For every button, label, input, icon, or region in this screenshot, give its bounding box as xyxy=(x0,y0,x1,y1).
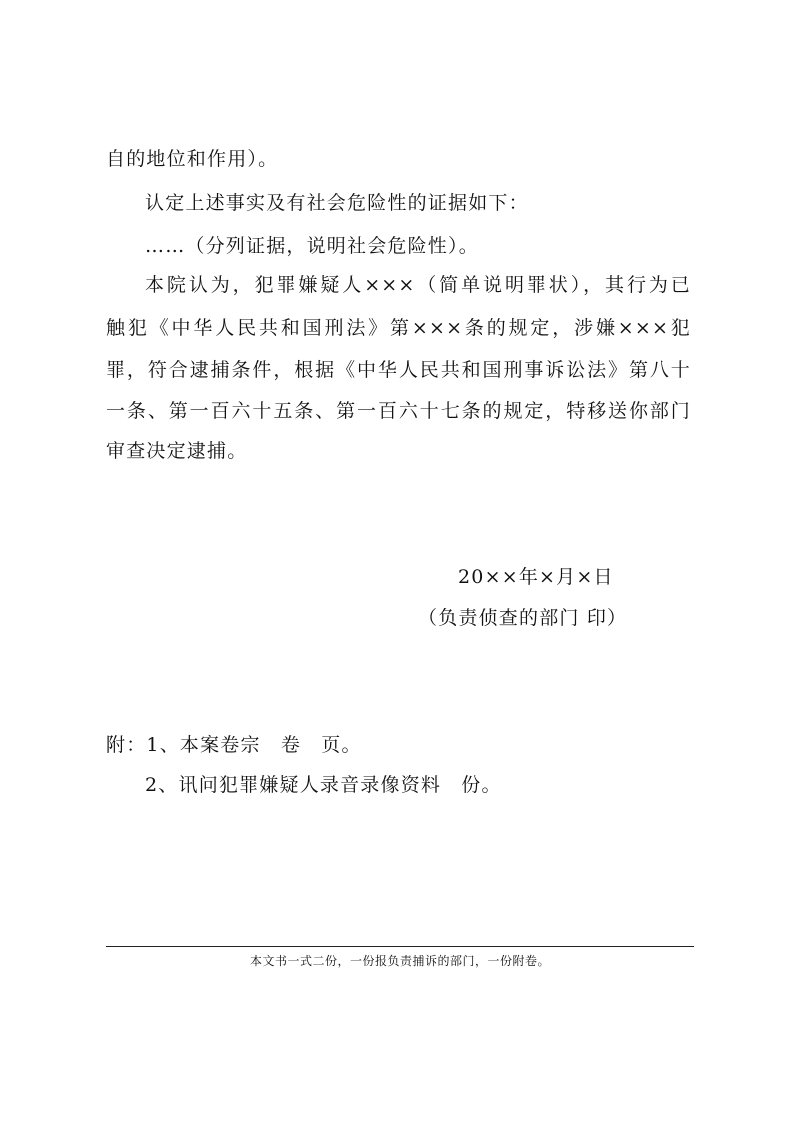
body-line-2: 认定上述事实及有社会危险性的证据如下： xyxy=(145,192,529,214)
body-line-4: 本院认为，犯罪嫌疑人×××（简单说明罪状），其行为已 xyxy=(145,274,691,296)
body-line-6: 罪，符合逮捕条件，根据《中华人民共和国刑事诉讼法》第八十 xyxy=(106,359,691,381)
footer-note: 本文书一式二份，一份报负责捕诉的部门，一份附卷。 xyxy=(249,954,550,968)
attachment-item-2: 2、讯问犯罪嫌疑人录音录像资料 份。 xyxy=(145,774,502,796)
attachment-item-1: 附：1、本案卷宗 卷 页。 xyxy=(106,734,362,756)
body-line-1: 自的地位和作用）。 xyxy=(106,148,279,170)
body-line-3: ……（分列证据，说明社会危险性）。 xyxy=(145,235,479,257)
body-line-8: 审查决定逮捕。 xyxy=(106,440,248,462)
footer-divider xyxy=(106,946,694,947)
body-line-7: 一条、第一百六十五条、第一百六十七条的规定，特移送你部门 xyxy=(106,400,691,422)
signature-seal: （负责侦查的部门 印） xyxy=(418,607,628,629)
body-line-5: 触犯《中华人民共和国刑法》第×××条的规定，涉嫌×××犯 xyxy=(106,317,691,339)
signature-date: 20××年×月×日 xyxy=(458,566,614,588)
